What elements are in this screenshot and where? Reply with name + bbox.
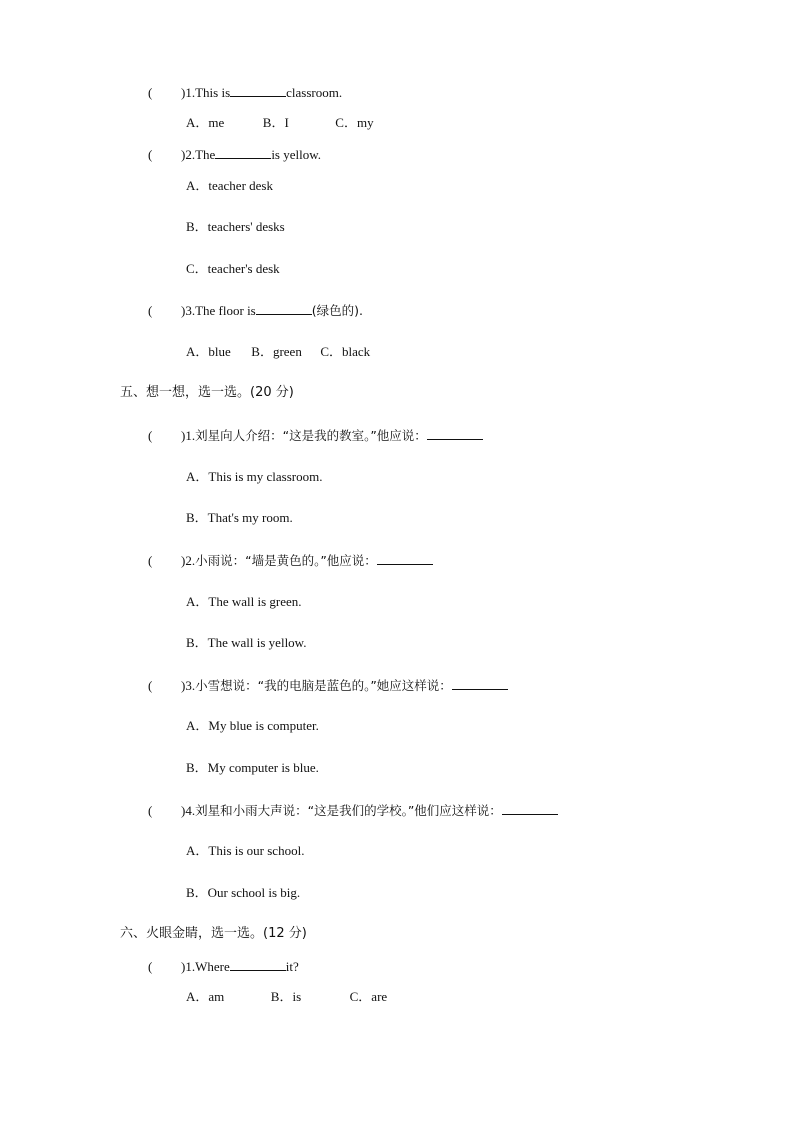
answer-paren-close: ) bbox=[181, 678, 186, 693]
answer-blank bbox=[427, 427, 483, 440]
option-a: A．am bbox=[186, 989, 225, 1004]
question-number: 4. bbox=[185, 803, 196, 818]
option-a: A．The wall is green. bbox=[186, 594, 302, 609]
question-prompt: 小雨说：“墙是黄色的。”他应说： bbox=[195, 553, 377, 568]
options-6-1 bbox=[186, 989, 387, 1005]
question-prompt: 小雪想说：“我的电脑是蓝色的。”她应这样说： bbox=[195, 678, 452, 693]
question-prompt: 刘星向人介绍：“这是我的教室。”他应说： bbox=[195, 428, 427, 443]
question-text-after: (绿色的). bbox=[311, 303, 363, 318]
options-4-1 bbox=[186, 115, 374, 131]
answer-blank bbox=[452, 677, 508, 690]
option-b: B．I bbox=[262, 115, 289, 130]
question-text-after: is yellow. bbox=[271, 147, 322, 162]
question-number: 1. bbox=[185, 85, 196, 100]
answer-blank bbox=[377, 552, 433, 565]
option-c: C．my bbox=[335, 115, 374, 130]
options-4-3 bbox=[186, 344, 370, 360]
question-5-2 bbox=[148, 552, 433, 569]
answer-paren-open: ( bbox=[148, 147, 153, 162]
option-a: A．me bbox=[186, 115, 225, 130]
question-text-after: it? bbox=[285, 959, 299, 974]
question-5-3 bbox=[148, 677, 508, 694]
answer-paren-close: ) bbox=[181, 959, 186, 974]
question-number: 3. bbox=[185, 678, 196, 693]
question-text-before: The floor is bbox=[195, 303, 256, 318]
option-a: A．This is my classroom. bbox=[186, 469, 323, 484]
answer-blank bbox=[256, 302, 312, 315]
option-b: B．That's my room. bbox=[186, 510, 293, 525]
answer-paren-close: ) bbox=[181, 428, 186, 443]
option-b: B．is bbox=[270, 989, 302, 1004]
option-b: B．Our school is big. bbox=[186, 885, 301, 900]
question-text-before: The bbox=[195, 147, 216, 162]
answer-blank bbox=[230, 84, 286, 97]
question-number: 3. bbox=[185, 303, 196, 318]
option-a: A．teacher desk bbox=[186, 178, 273, 193]
answer-paren-close: ) bbox=[181, 85, 186, 100]
option-a: A．My blue is computer. bbox=[186, 718, 319, 733]
option-b: B．teachers' desks bbox=[186, 219, 285, 234]
question-prompt: 刘星和小雨大声说：“这是我们的学校。”他们应这样说： bbox=[195, 803, 502, 818]
option-b: B．green bbox=[251, 344, 302, 359]
question-6-1 bbox=[148, 958, 299, 975]
question-4-2 bbox=[148, 146, 321, 163]
question-number: 2. bbox=[185, 147, 196, 162]
answer-paren-open: ( bbox=[148, 803, 153, 818]
option-b: B．My computer is blue. bbox=[186, 760, 319, 775]
question-number: 2. bbox=[185, 553, 196, 568]
answer-paren-close: ) bbox=[181, 303, 186, 318]
option-b: B．The wall is yellow. bbox=[186, 635, 307, 650]
option-c: C．are bbox=[349, 989, 388, 1004]
answer-paren-open: ( bbox=[148, 428, 153, 443]
option-c: C．teacher's desk bbox=[186, 261, 280, 276]
question-text-after: classroom. bbox=[286, 85, 343, 100]
answer-blank bbox=[215, 146, 271, 159]
section-5-heading: 五、想一想，选一选。(20 分) bbox=[120, 385, 294, 400]
answer-paren-open: ( bbox=[148, 959, 153, 974]
question-5-4 bbox=[148, 802, 558, 819]
question-4-3 bbox=[148, 302, 363, 319]
answer-blank bbox=[230, 958, 286, 971]
answer-paren-close: ) bbox=[181, 553, 186, 568]
answer-blank bbox=[502, 802, 558, 815]
answer-paren-open: ( bbox=[148, 678, 153, 693]
option-a: A．blue bbox=[186, 344, 231, 359]
option-a: A．This is our school. bbox=[186, 843, 305, 858]
option-c: C．black bbox=[320, 344, 371, 359]
answer-paren-open: ( bbox=[148, 553, 153, 568]
answer-paren-close: ) bbox=[181, 147, 186, 162]
answer-paren-open: ( bbox=[148, 85, 153, 100]
answer-paren-close: ) bbox=[181, 803, 186, 818]
question-4-1 bbox=[148, 84, 342, 101]
section-6-heading: 六、火眼金睛，选一选。(12 分) bbox=[120, 926, 307, 941]
question-text-before: Where bbox=[195, 959, 230, 974]
question-5-1 bbox=[148, 427, 483, 444]
answer-paren-open: ( bbox=[148, 303, 153, 318]
question-text-before: This is bbox=[195, 85, 231, 100]
question-number: 1. bbox=[185, 959, 196, 974]
question-number: 1. bbox=[185, 428, 196, 443]
